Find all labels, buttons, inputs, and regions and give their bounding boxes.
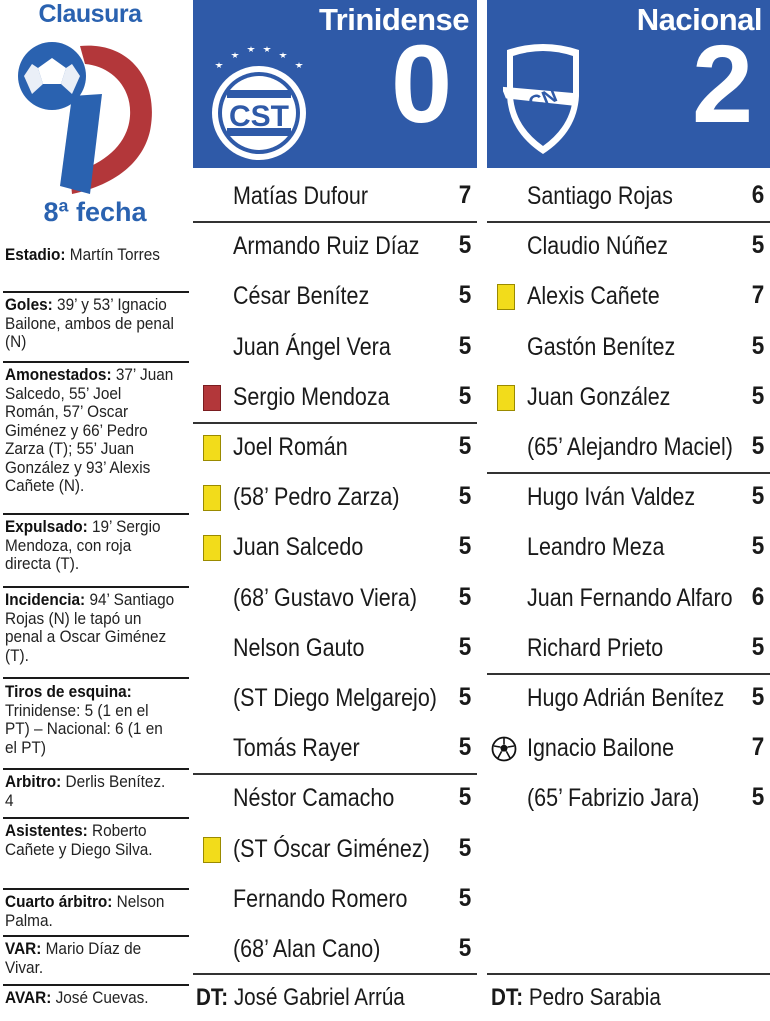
- player-rating: 5: [751, 532, 765, 561]
- home-team-header: [193, 0, 477, 168]
- info-item: Tiros de esquina: Trinidense: 5 (1 en el PT) – Nacional: 6 (1 en el PT): [5, 683, 163, 757]
- player-rating: 5: [751, 482, 765, 511]
- info-divider: [3, 984, 189, 986]
- player-rating: 5: [458, 231, 472, 260]
- player-row: [487, 674, 770, 724]
- away-team-header: [487, 0, 770, 168]
- player-rating: 5: [458, 883, 472, 912]
- player-rating: 6: [751, 582, 765, 611]
- player-rating: 7: [751, 733, 765, 762]
- home-coach-divider: [193, 973, 477, 975]
- home-score: 0: [391, 23, 453, 146]
- player-rating: 5: [458, 783, 472, 812]
- player-rating: 5: [458, 281, 472, 310]
- info-item: Goles: 39’ y 53’ Ignacio Bailone, ambos de penal (N): [5, 296, 174, 351]
- player-row: [193, 674, 477, 724]
- player-row: [193, 574, 477, 624]
- info-item: Incidencia: 94’ Santiago Rojas (N) le tapó un penal a Oscar Giménez (T).: [5, 591, 175, 665]
- player-row: [487, 323, 770, 373]
- info-divider: [3, 768, 189, 770]
- player-name: Santiago Rojas: [527, 182, 673, 210]
- player-name: Richard Prieto: [527, 633, 664, 662]
- player-rating: 5: [751, 683, 765, 711]
- info-divider: [3, 935, 189, 937]
- player-row: [487, 473, 770, 523]
- player-row: [487, 373, 770, 423]
- player-row: [487, 724, 770, 774]
- player-name: Hugo Iván Valdez: [527, 483, 696, 512]
- player-name: Claudio Núñez: [527, 232, 669, 261]
- player-rating: 5: [458, 632, 472, 661]
- player-row: [487, 574, 770, 624]
- info-divider: [3, 817, 189, 819]
- player-row: [487, 423, 770, 473]
- player-row: [487, 222, 770, 272]
- player-rating: 5: [458, 331, 472, 360]
- info-item: VAR: Mario Díaz de Vivar.: [5, 940, 142, 977]
- player-name: Juan Salcedo: [233, 533, 364, 562]
- info-item: AVAR: José Cuevas.: [5, 989, 149, 1007]
- info-divider: [3, 677, 189, 679]
- player-name: (65’ Alejandro Maciel): [527, 433, 733, 461]
- player-row: [193, 473, 477, 523]
- player-name: Hugo Adrián Benítez: [527, 684, 725, 712]
- info-item: Estadio: Martín Torres: [5, 246, 160, 264]
- away-coach: DT: Pedro Sarabia: [491, 984, 661, 1011]
- player-name: Gastón Benítez: [527, 332, 676, 361]
- player-row: [193, 875, 477, 925]
- yellow-card-icon: [497, 284, 515, 310]
- player-rating: 5: [458, 733, 472, 762]
- player-rating: 6: [751, 181, 765, 209]
- player-name: (65’ Fabrizio Jara): [527, 784, 700, 813]
- svg-text:CN: CN: [525, 84, 561, 116]
- home-team-name: Trinidense: [318, 2, 469, 37]
- player-row: [193, 423, 477, 473]
- player-name: Armando Ruiz Díaz: [233, 232, 420, 261]
- yellow-card-icon: [203, 837, 221, 863]
- player-rating: 7: [458, 181, 472, 209]
- info-item: Cuarto árbitro: Nelson Palma.: [5, 893, 165, 930]
- player-name: Tomás Rayer: [233, 734, 360, 763]
- player-name: Nelson Gauto: [233, 633, 365, 662]
- player-name: Ignacio Bailone: [527, 734, 675, 763]
- info-item: Arbitro: Derlis Benítez. 4: [5, 773, 166, 810]
- player-rating: 5: [458, 482, 472, 511]
- player-rating: 5: [458, 833, 472, 862]
- player-name: (ST Óscar Giménez): [233, 834, 430, 863]
- yellow-card-icon: [203, 435, 221, 461]
- yellow-card-icon: [203, 535, 221, 561]
- player-row: [193, 925, 477, 975]
- info-item: Expulsado: 19’ Sergio Mendoza, con roja directa (T).: [5, 518, 161, 573]
- round-label: 8ª fecha: [43, 197, 147, 227]
- info-item: Asistentes: Roberto Cañete y Diego Silva.: [5, 822, 153, 859]
- player-name: (58’ Pedro Zarza): [233, 483, 400, 512]
- player-name: Alexis Cañete: [527, 282, 660, 311]
- soccer-ball-icon: [491, 736, 517, 762]
- player-row: [487, 624, 770, 674]
- player-row: [193, 724, 477, 774]
- info-divider: [3, 291, 189, 293]
- player-name: (68’ Gustavo Viera): [233, 583, 418, 612]
- player-name: (ST Diego Melgarejo): [233, 684, 437, 712]
- player-row: [193, 222, 477, 272]
- info-divider: [3, 513, 189, 515]
- player-rating: 5: [751, 783, 765, 812]
- info-divider: [3, 888, 189, 890]
- player-name: Juan González: [527, 382, 671, 411]
- player-rating: 5: [751, 381, 765, 410]
- player-name: Juan Ángel Vera: [233, 332, 391, 361]
- player-name: Néstor Camacho: [233, 784, 395, 813]
- player-name: Fernando Romero: [233, 884, 408, 913]
- player-rating: 5: [751, 632, 765, 661]
- svg-text:CST: CST: [229, 100, 289, 133]
- info-divider: [3, 361, 189, 363]
- player-name: Sergio Mendoza: [233, 382, 390, 411]
- player-name: Juan Fernando Alfaro: [527, 583, 733, 612]
- player-rating: 7: [751, 281, 765, 310]
- player-row: [193, 172, 477, 222]
- player-row: [193, 272, 477, 322]
- player-row: [193, 523, 477, 573]
- player-row: [487, 272, 770, 322]
- tournament-logo: [10, 36, 160, 201]
- player-row: [193, 624, 477, 674]
- player-row: [193, 825, 477, 875]
- yellow-card-icon: [497, 385, 515, 411]
- away-team-name: Nacional: [636, 2, 762, 37]
- away-coach-divider: [487, 973, 770, 975]
- player-name: Leandro Meza: [527, 533, 665, 562]
- player-rating: 5: [458, 432, 472, 460]
- player-rating: 5: [458, 934, 472, 962]
- info-item: Amonestados: 37’ Juan Salcedo, 55’ Joel Román, 57’ Oscar Giménez y 66’ Pedro Zarza (T); 55’ Juan González y 93’ Alexis Cañete (N).: [5, 366, 174, 495]
- player-rating: 5: [458, 381, 472, 410]
- player-rating: 5: [458, 582, 472, 611]
- nacional-crest-icon: [503, 40, 583, 158]
- player-rating: 5: [458, 683, 472, 711]
- player-rating: 5: [458, 532, 472, 561]
- info-divider: [3, 586, 189, 588]
- player-rating: 5: [751, 432, 765, 460]
- player-row: [193, 373, 477, 423]
- home-coach: DT: José Gabriel Arrúa: [196, 984, 405, 1011]
- trinidense-crest-icon: [203, 38, 313, 164]
- player-row: [487, 172, 770, 222]
- away-score: 2: [692, 23, 754, 146]
- player-name: César Benítez: [233, 282, 370, 311]
- player-row: [487, 523, 770, 573]
- player-rating: 5: [751, 231, 765, 260]
- tournament-title: Clausura: [38, 0, 142, 28]
- player-name: Matías Dufour: [233, 182, 369, 210]
- red-card-icon: [203, 385, 221, 411]
- player-row: [487, 774, 770, 824]
- player-rating: 5: [751, 331, 765, 360]
- player-name: (68’ Alan Cano): [233, 935, 381, 963]
- player-row: [193, 774, 477, 824]
- player-name: Joel Román: [233, 433, 348, 461]
- yellow-card-icon: [203, 485, 221, 511]
- player-row: [193, 323, 477, 373]
